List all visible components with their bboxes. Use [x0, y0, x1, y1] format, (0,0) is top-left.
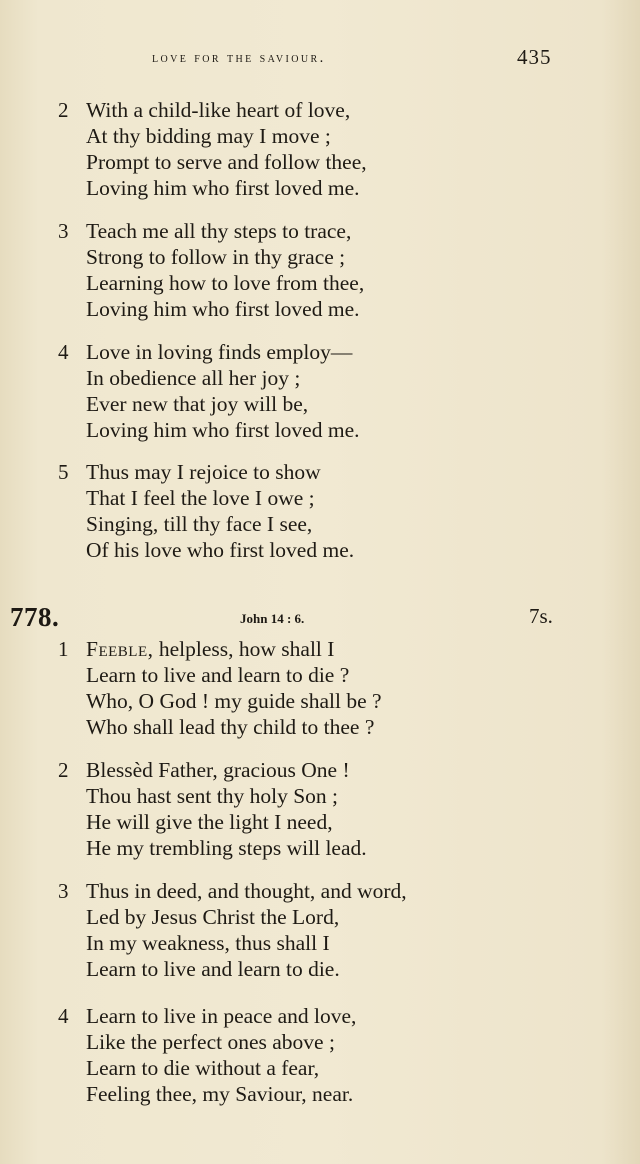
verse-line: Led by Jesus Christ the Lord,: [86, 905, 340, 929]
verse-line: He my trembling steps will lead.: [86, 836, 367, 860]
stanza-number: 5: [58, 460, 69, 484]
stanza-number: 2: [58, 758, 69, 782]
verse-line: Learn to live and learn to die.: [86, 957, 340, 981]
verse-line: He will give the light I need,: [86, 810, 333, 834]
verse-line: Who shall lead thy child to thee ?: [86, 715, 375, 739]
stanza-lines: [86, 636, 382, 740]
stanza-number: 3: [58, 879, 69, 903]
first-word: Feeble,: [86, 637, 154, 661]
verse-line: At thy bidding may I move ;: [86, 124, 331, 148]
verse-line: Thus may I rejoice to show: [86, 460, 321, 484]
verse-line: Loving him who first loved me.: [86, 176, 360, 200]
verse-line: Prompt to serve and follow thee,: [86, 150, 367, 174]
hymn-number: 778.: [10, 602, 60, 632]
verse-line: Singing, till thy face I see,: [86, 512, 313, 536]
verse-line: Loving him who first loved me.: [86, 297, 360, 321]
page-number: 435: [517, 45, 552, 69]
stanza-number: 1: [58, 637, 69, 661]
verse-line: Learn to live in peace and love,: [86, 1004, 357, 1028]
hymn-header: [10, 602, 570, 636]
stanza-lines: [86, 218, 364, 322]
stanza-number: 4: [58, 1004, 69, 1028]
verse-line: Strong to follow in thy grace ;: [86, 245, 346, 269]
stanza-lines: [86, 339, 360, 443]
verse-line: With a child-like heart of love,: [86, 98, 351, 122]
verse-line: Thus in deed, and thought, and word,: [86, 879, 407, 903]
verse-line: Teach me all thy steps to trace,: [86, 219, 352, 243]
verse-line: That I feel the love I owe ;: [86, 486, 315, 510]
verse-line: Learn to live and learn to die ?: [86, 663, 350, 687]
scripture-reference: John 14 : 6.: [240, 611, 305, 626]
stanza-number: 3: [58, 219, 69, 243]
verse-line: Of his love who first loved me.: [86, 538, 355, 562]
stanza-lines: [86, 459, 354, 563]
verse-line: Thou hast sent thy holy Son ;: [86, 784, 339, 808]
verse-line: Learning how to love from thee,: [86, 271, 365, 295]
verse-line: Learn to die without a fear,: [86, 1056, 320, 1080]
verse-line: In my weakness, thus shall I: [86, 931, 330, 955]
verse-line: Who, O God ! my guide shall be ?: [86, 689, 382, 713]
first-line-rest: helpless, how shall I: [153, 637, 335, 661]
stanza-lines: [86, 1003, 356, 1107]
verse-line: Blessèd Father, gracious One !: [86, 758, 350, 782]
verse-line: Feeling thee, my Saviour, near.: [86, 1082, 354, 1106]
verse-line: In obedience all her joy ;: [86, 366, 301, 390]
stanza-lines: [86, 97, 367, 201]
verse-line: Love in loving finds employ—: [86, 340, 353, 364]
running-title: love for the saviour.: [152, 50, 326, 66]
verse-line: Loving him who first loved me.: [86, 418, 360, 442]
stanza-number: 2: [58, 98, 69, 122]
verse-line: Like the perfect ones above ;: [86, 1030, 335, 1054]
stanza-number: 4: [58, 340, 69, 364]
stanza-lines: [86, 757, 367, 861]
meter-label: 7s.: [529, 604, 553, 628]
stanza-lines: [86, 878, 407, 982]
verse-line: Ever new that joy will be,: [86, 392, 309, 416]
verse-line: [86, 636, 382, 662]
